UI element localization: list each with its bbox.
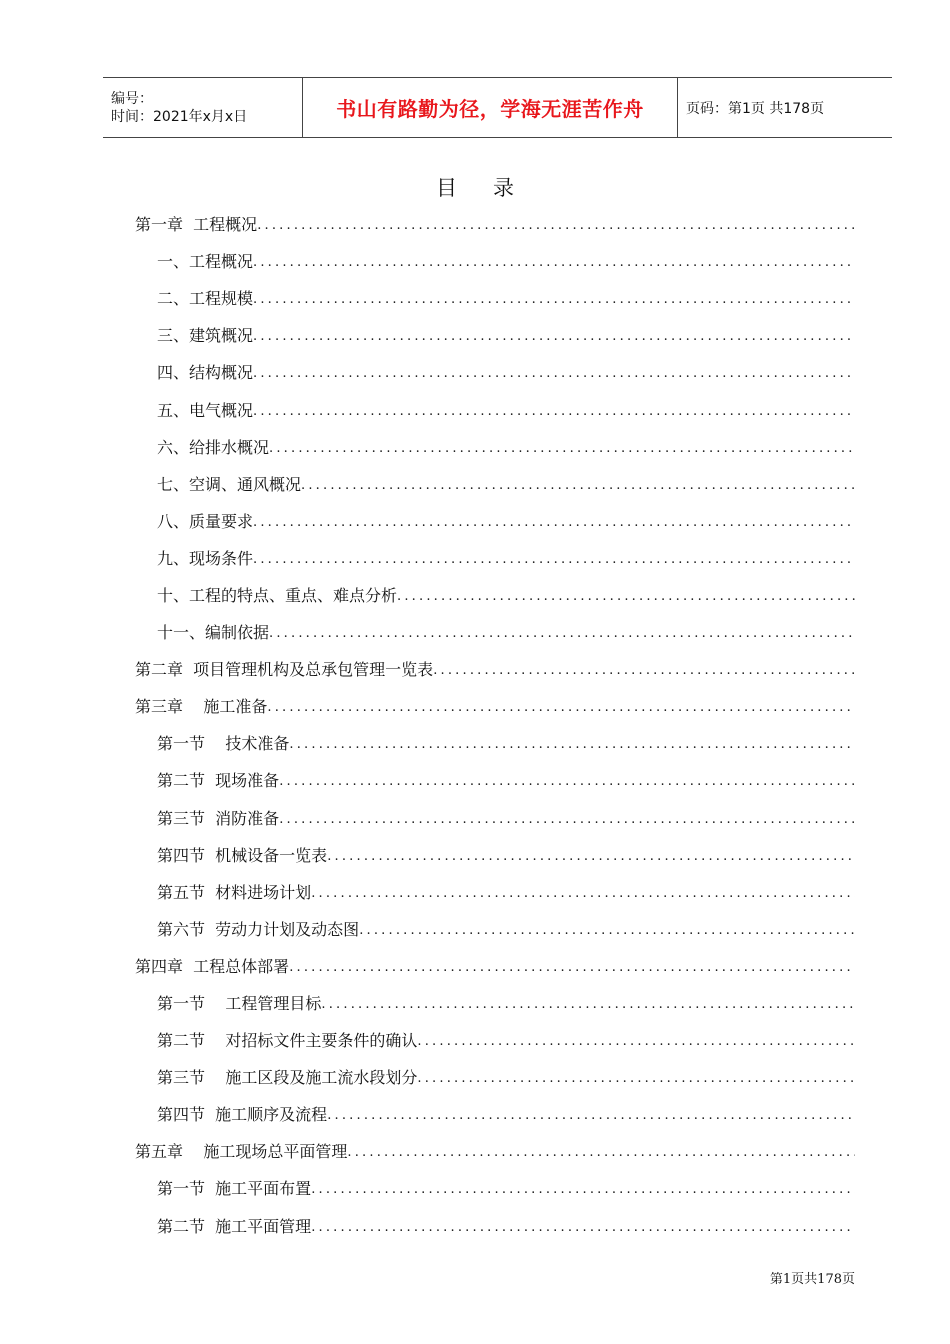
toc-entry[interactable] [135,1132,855,1169]
header-motto: 书山有路勤为径，学海无涯苦作舟 [336,97,644,121]
toc-entry-text: 三、建筑概况 [157,326,254,346]
toc-dot-leader [257,218,855,233]
toc-entry-text: 第六节 劳动力计划及动态图 [157,919,360,939]
toc-entry[interactable] [135,947,855,984]
toc-dot-leader [321,997,855,1012]
toc-dot-leader [311,886,855,901]
toc-entry-text: 第四节 机械设备一览表 [157,845,328,865]
toc-dot-leader [397,589,855,604]
toc-entry-text: 四、结构概况 [157,363,254,383]
toc-entry-text: 第一节 技术准备 [157,734,290,754]
toc-dot-leader [359,923,855,938]
toc-entry-text: 第二节 对招标文件主要条件的确认 [157,1031,418,1051]
toc-dot-leader [269,441,855,456]
toc-entry-text: 第一章 工程概况 [135,215,258,235]
toc-entry-text: 第一节 工程管理目标 [157,994,322,1014]
toc-entry-text: 第五章 施工现场总平面管理 [135,1142,348,1162]
toc-entry-text: 六、给排水概况 [157,437,270,457]
toc-dot-leader [253,366,855,381]
toc-dot-leader [253,515,855,530]
toc-dot-leader [417,1034,855,1049]
toc-entry-text: 十一、编制依据 [157,623,270,643]
toc-dot-leader [327,849,855,864]
toc-entry-text: 第一节 施工平面布置 [157,1179,312,1199]
toc-entry[interactable] [135,428,855,465]
toc-entry-text: 八、质量要求 [157,511,254,531]
toc-dot-leader [253,404,855,419]
toc-entry[interactable] [135,205,855,242]
toc-dot-leader [269,626,855,641]
toc-dot-leader [253,255,855,270]
toc-entry[interactable] [135,1021,855,1058]
header-meta-cell [103,78,303,137]
toc-dot-leader [417,1071,855,1086]
toc-entry[interactable] [135,687,855,724]
toc-entry[interactable] [135,1169,855,1206]
toc-entry-text: 十、工程的特点、重点、难点分析 [157,585,398,605]
toc-entry[interactable] [135,316,855,353]
toc-dot-leader [301,478,855,493]
toc-entry[interactable] [135,799,855,836]
toc-entry[interactable] [135,910,855,947]
toc-entry[interactable] [135,353,855,390]
toc-entry[interactable] [135,761,855,798]
toc-entry-text: 第三章 施工准备 [135,697,268,717]
toc-entry[interactable] [135,539,855,576]
toc-entry[interactable] [135,1207,855,1244]
toc-entry[interactable] [135,1095,855,1132]
header-motto-cell [303,78,678,137]
toc-dot-leader [253,329,855,344]
document-number-label: 编号： [111,90,153,107]
header-page-number: 页码：第1页 共178页 [686,100,825,117]
toc-entry-text: 五、电气概况 [157,400,254,420]
toc-entry[interactable] [135,650,855,687]
toc-entry[interactable] [135,279,855,316]
table-of-contents [135,205,855,1244]
toc-entry-text: 九、现场条件 [157,548,254,568]
toc-entry[interactable] [135,242,855,279]
toc-entry[interactable] [135,984,855,1021]
toc-entry-text: 第三节 消防准备 [157,808,280,828]
toc-dot-leader [347,1145,855,1160]
toc-dot-leader [253,292,855,307]
toc-dot-leader [433,663,855,678]
toc-dot-leader [327,1108,855,1123]
toc-entry-text: 第四章 工程总体部署 [135,956,290,976]
toc-dot-leader [267,700,855,715]
toc-entry-text: 第五节 材料进场计划 [157,882,312,902]
toc-entry-text: 一、工程概况 [157,252,254,272]
toc-entry[interactable] [135,836,855,873]
toc-dot-leader [279,774,855,789]
toc-dot-leader [311,1182,855,1197]
toc-dot-leader [289,960,855,975]
document-header [103,77,892,138]
toc-title: 目录 [436,176,550,200]
toc-entry-text: 第四节 施工顺序及流程 [157,1105,328,1125]
toc-entry[interactable] [135,613,855,650]
toc-dot-leader [311,1220,855,1235]
header-page-cell [678,78,892,137]
document-date: 时间：2021年x月x日 [111,108,248,125]
toc-entry[interactable] [135,576,855,613]
toc-entry-text: 第二节 施工平面管理 [157,1216,312,1236]
toc-entry[interactable] [135,724,855,761]
toc-entry[interactable] [135,873,855,910]
toc-entry-text: 二、工程规模 [157,289,254,309]
toc-dot-leader [289,737,855,752]
toc-entry-text: 第三节 施工区段及施工流水段划分 [157,1068,418,1088]
toc-entry[interactable] [135,1058,855,1095]
toc-entry[interactable] [135,465,855,502]
toc-entry[interactable] [135,390,855,427]
toc-dot-leader [253,552,855,567]
toc-entry-text: 第二章 项目管理机构及总承包管理一览表 [135,660,434,680]
toc-entry[interactable] [135,502,855,539]
toc-dot-leader [279,812,855,827]
toc-entry-text: 第二节 现场准备 [157,771,280,791]
page-footer: 第1页共178页 [769,1272,855,1287]
toc-entry-text: 七、空调、通风概况 [157,474,302,494]
